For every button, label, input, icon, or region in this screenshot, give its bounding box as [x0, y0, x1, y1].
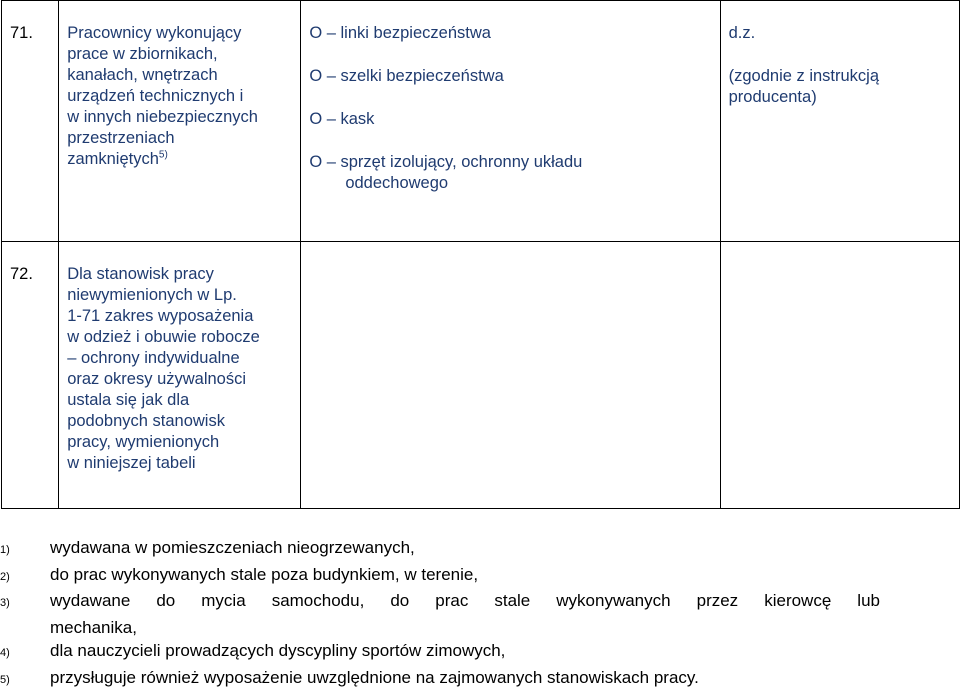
description-line: podobnych stanowisk	[67, 411, 300, 432]
description-line: – ochrony indywidualne	[67, 348, 300, 369]
equipment-item: O – linki bezpieczeństwa	[309, 23, 719, 44]
footnote	[0, 639, 960, 666]
description-line: oraz okresy używalności	[67, 369, 300, 390]
description-line: kanałach, wnętrzach	[67, 65, 300, 86]
footnotes	[0, 536, 960, 692]
description-line-last	[67, 149, 300, 170]
footnote-text: wydawane do mycia samochodu, do prac stale wykonywanych przez kierowcę lub	[50, 589, 960, 613]
footnote-number: 1)	[0, 539, 50, 563]
footnote-number: 5)	[0, 669, 50, 692]
footnote-text: wydawana w pomieszczeniach nieogrzewanych,	[50, 536, 960, 560]
row-number: 71.	[10, 24, 33, 42]
footnote-number: 4)	[0, 642, 50, 666]
usage-period: d.z.	[729, 23, 959, 44]
description-line: ustala się jak dla	[67, 390, 300, 411]
usage-period-cell	[720, 242, 959, 509]
description-line: niewymienionych w Lp.	[67, 285, 300, 306]
footnote-number: 2)	[0, 566, 50, 590]
footnote-text: przysługuje również wyposażenie uwzględnione na zajmowanych stanowiskach pracy.	[50, 666, 960, 690]
row-number: 72.	[10, 265, 33, 283]
description-line: w niniejszej tabeli	[67, 453, 300, 474]
table-row	[2, 1, 960, 242]
table-row	[2, 242, 960, 509]
row-number-cell	[2, 242, 59, 509]
equipment-item: O – kask	[309, 109, 719, 130]
footnote	[0, 666, 960, 692]
footnote-ref: 5)	[159, 150, 168, 161]
description-line: Dla stanowisk pracy	[67, 264, 300, 285]
footnote	[0, 589, 960, 616]
description-line: prace w zbiornikach,	[67, 44, 300, 65]
description-line: urządzeń technicznych i	[67, 86, 300, 107]
equipment-item: O – sprzęt izolujący, ochronny układu	[309, 152, 719, 173]
footnote	[0, 536, 960, 563]
description-line: w innych niebezpiecznych	[67, 107, 300, 128]
description-line: pracy, wymienionych	[67, 432, 300, 453]
equipment-list-cell	[301, 242, 720, 509]
footnote-text: dla nauczycieli prowadzących dyscypliny sportów zimowych,	[50, 639, 960, 663]
description-line: Pracownicy wykonujący	[67, 23, 300, 44]
description-line: w odzież i obuwie robocze	[67, 327, 300, 348]
footnote-number: 3)	[0, 592, 50, 616]
footnote-continuation: mechanika,	[0, 616, 960, 640]
usage-period-note: (zgodnie z instrukcją	[729, 66, 959, 87]
description-text: zamkniętych	[67, 150, 159, 168]
footnote-text: do prac wykonywanych stale poza budynkiem, w terenie,	[50, 563, 960, 587]
equipment-table	[1, 0, 960, 509]
usage-period-note: producenta)	[729, 87, 959, 108]
equipment-item-continuation: oddechowego	[309, 173, 719, 194]
description-line: 1-71 zakres wyposażenia	[67, 306, 300, 327]
row-number-cell	[2, 1, 59, 242]
equipment-item: O – szelki bezpieczeństwa	[309, 66, 719, 87]
position-description-cell	[59, 1, 301, 242]
position-description-cell	[59, 242, 301, 509]
equipment-list-cell	[301, 1, 720, 242]
description-line: przestrzeniach	[67, 128, 300, 149]
footnote	[0, 563, 960, 590]
usage-period-cell	[720, 1, 959, 242]
